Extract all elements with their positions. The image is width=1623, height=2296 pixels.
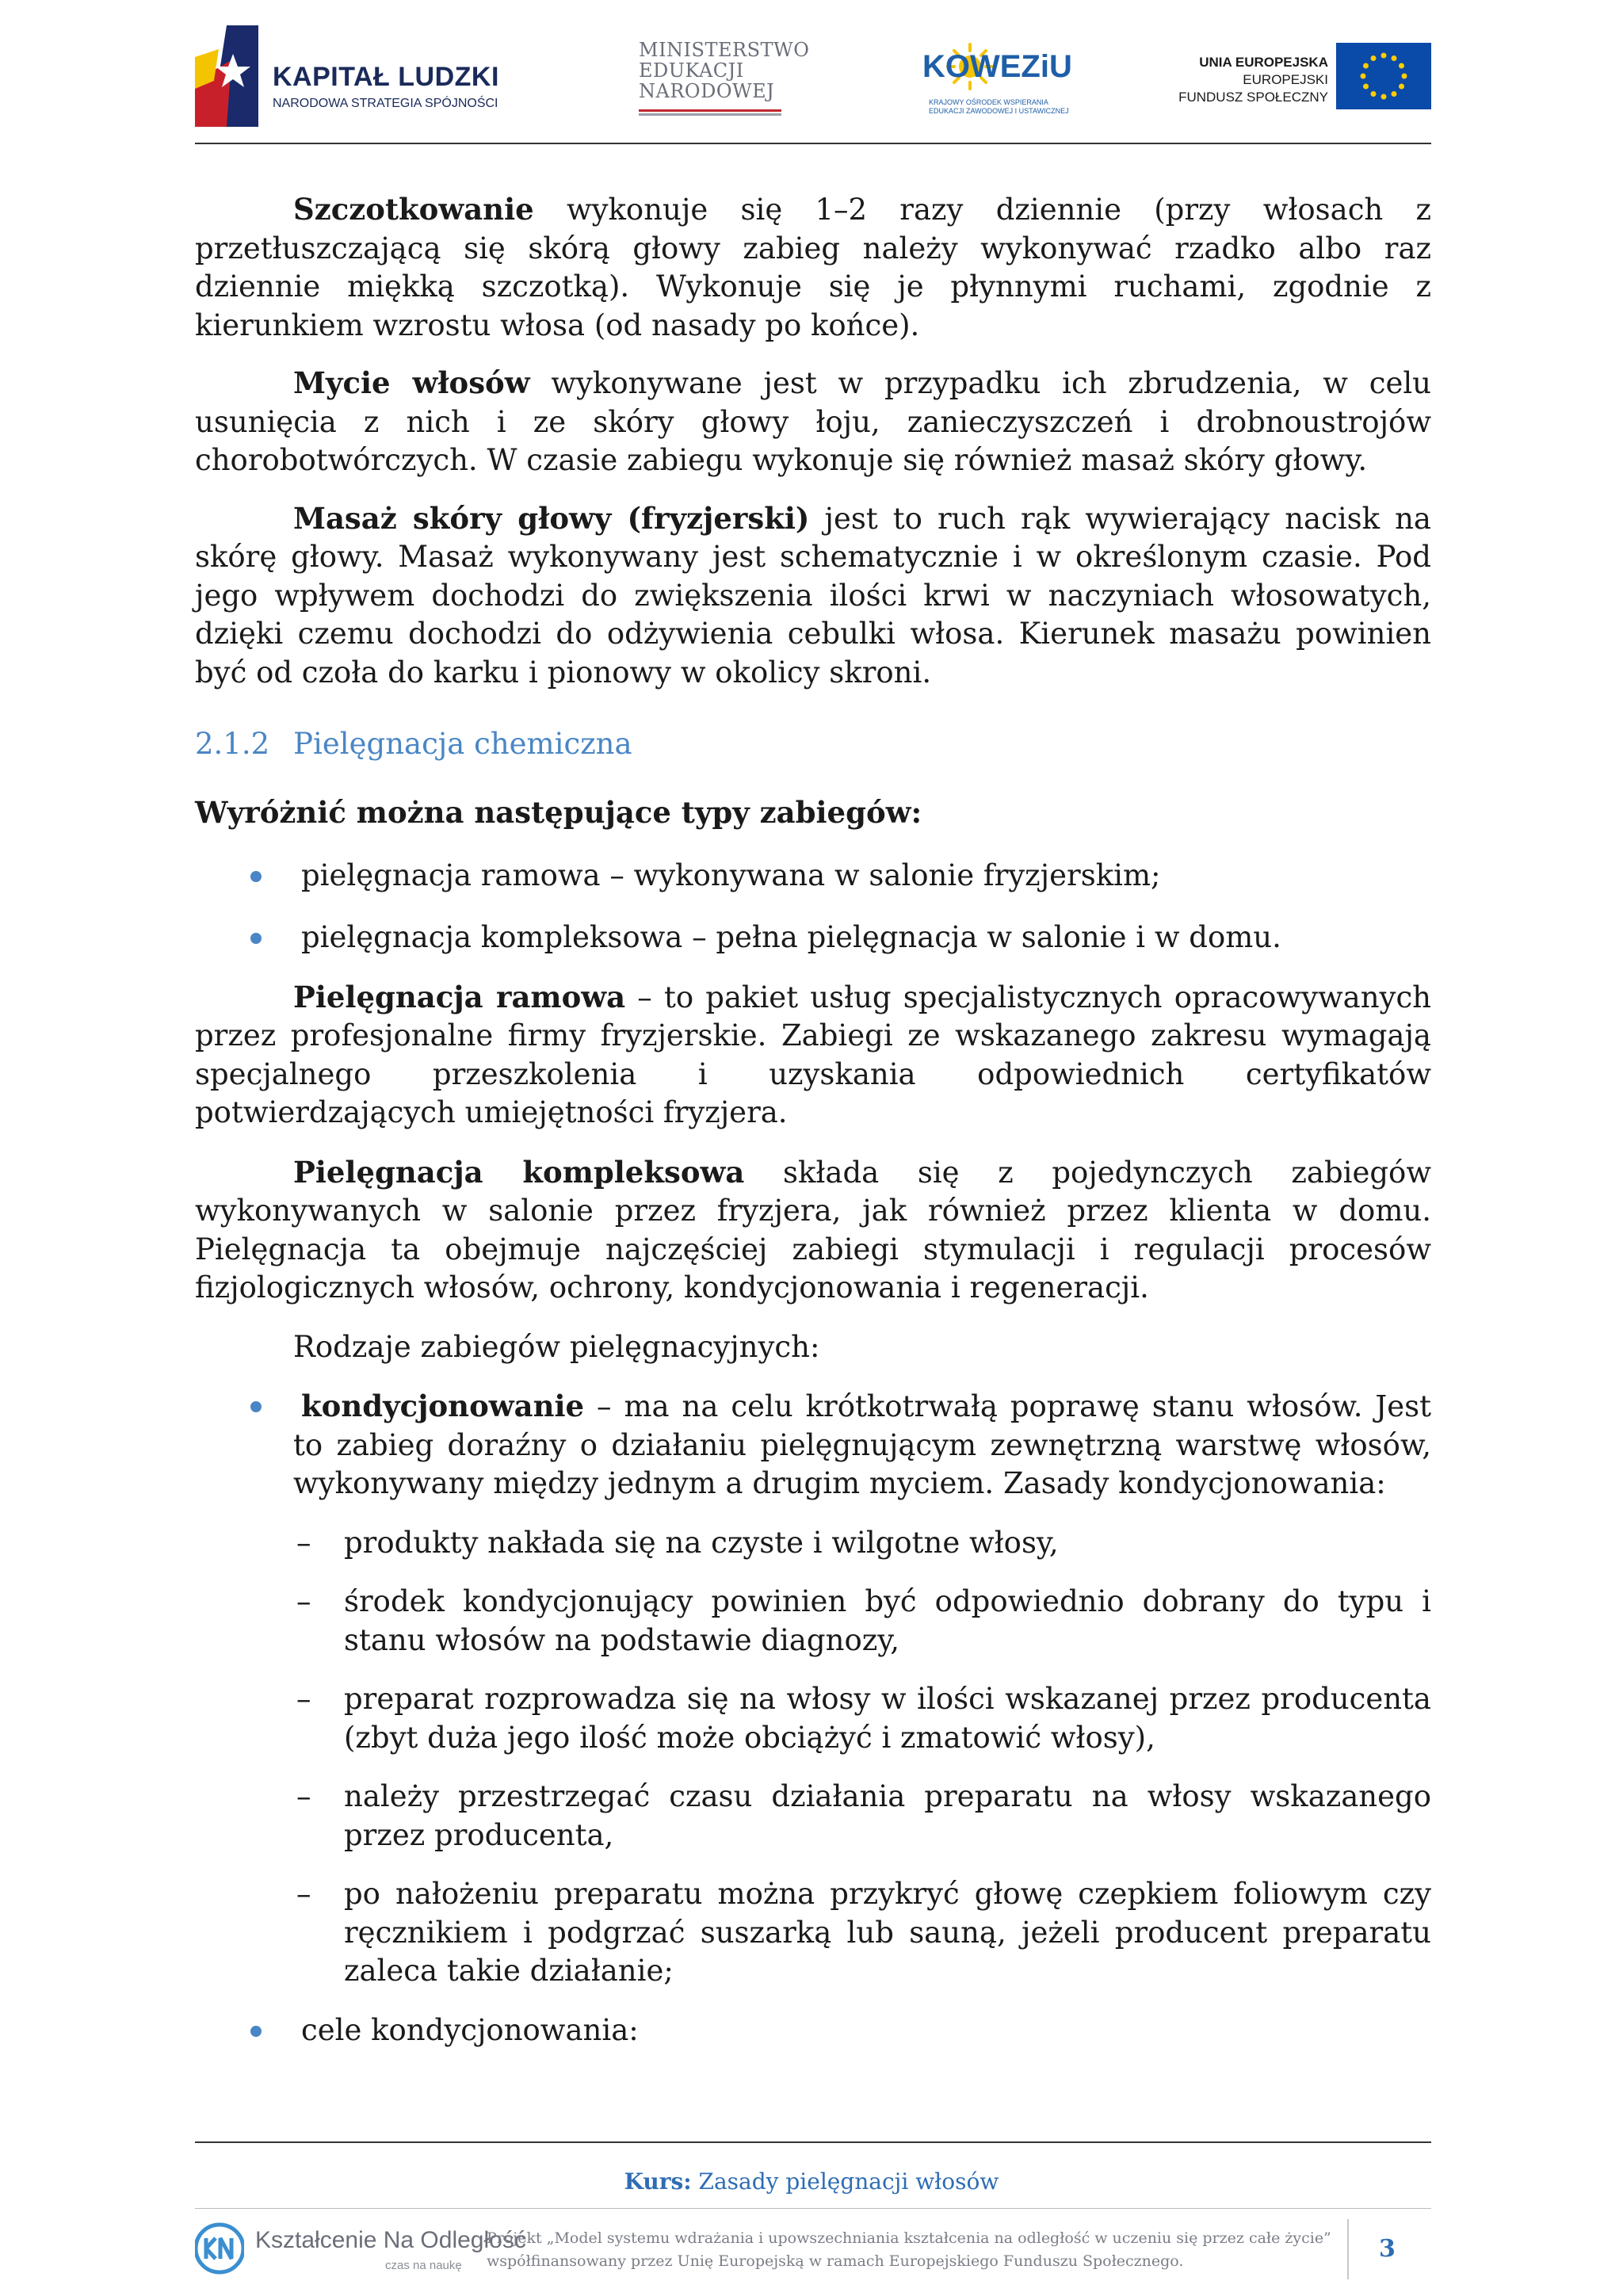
- section-heading: [195, 725, 1431, 763]
- term-brushing: Szczotkowanie: [293, 192, 534, 227]
- page-number: 3: [1379, 2235, 1396, 2263]
- footer-divider: [195, 2141, 1431, 2143]
- list-item: [195, 857, 1431, 896]
- rule-item: [195, 1583, 1431, 1660]
- rule-text: preparat rozprowadza się na włosy w ilości wskazanej przez producenta (zbyt duża jego ilość może obciążyć i zmatowić włosy),: [344, 1682, 1431, 1755]
- ministry-line-1: MINISTERSTWO: [639, 39, 810, 61]
- paragraph-washing-text: wykonywane jest w przypadku ich zbrudzenia, w celu usunięcia z nich i ze skóry głowy łoju, zanieczyszczeń i drobnoustrojów chorobotwórczych. W czasie zabiegu wykonuje się również masaż skóry głowy.: [195, 366, 1432, 477]
- dash-marker: –: [296, 1682, 311, 1716]
- list-item-goals: [195, 2011, 1431, 2050]
- rule-text: należy przestrzegać czasu działania preparatu na włosy wskazanego przez producenta,: [344, 1779, 1431, 1852]
- footer-thin-divider: [195, 2208, 1431, 2209]
- ministry-line-2: EDUKACJI: [639, 59, 744, 82]
- project-line-2: współfinansowany przez Unię Europejską w ramach Europejskiego Funduszu Społecznego.: [487, 2252, 1184, 2270]
- ministry-logo: [639, 40, 813, 127]
- course-title: Zasady pielęgnacji włosów: [691, 2168, 999, 2195]
- rule-item: [195, 1875, 1431, 1991]
- dash-marker: –: [296, 1779, 311, 1813]
- ministry-grey-bar: [639, 113, 781, 116]
- koweziu-title: KOWEZiU: [922, 49, 1072, 84]
- list-item-conditioning: [195, 1387, 1431, 1503]
- section-number: 2.1.2: [195, 727, 270, 761]
- footer-vertical-separator: [1347, 2219, 1349, 2279]
- eu-line-2: EUROPEJSKI: [1243, 72, 1328, 87]
- paragraph-massage: [195, 499, 1431, 693]
- paragraph-brushing-text: wykonuje się 1–2 razy dziennie (przy włosach z przetłuszczającą się skórą głowy zabieg należy wykonywać rzadko albo raz dziennie miękką szczotką). Wykonuje się je płynnymi ruchami, zgodnie z kierunkiem wzrostu włosa (od nasady po końce).: [195, 193, 1431, 342]
- paragraph-frame-care: [195, 978, 1431, 1133]
- eu-star-icon: [1399, 63, 1404, 69]
- term-massage: Masaż skóry głowy (fryzjerski): [293, 500, 810, 536]
- paragraph-frame-care-text: – to pakiet usług specjalistycznych opracowywanych przez profesjonalne firmy fryzjerskie. Zabiegi ze wskazanego zakresu wymagają specjalnego przeszkolenia i uzyskania odpowiednich certyfikatów potwierdzających umiejętności fryzjera.: [195, 980, 1431, 1129]
- paragraph-washing: [195, 364, 1431, 480]
- rule-item: [195, 1524, 1431, 1563]
- kapital-ludzki-logo: [195, 25, 528, 136]
- kno-emblem-icon: [195, 2222, 244, 2275]
- rule-text: produkty nakłada się na czyste i wilgotne włosy,: [344, 1525, 1059, 1560]
- rule-item: [195, 1778, 1431, 1855]
- eu-flag-icon: [1336, 43, 1431, 109]
- eu-star-icon: [1392, 55, 1397, 61]
- eu-star-icon: [1363, 63, 1369, 69]
- eu-line-1: UNIA EUROPEJSKA: [1199, 55, 1328, 70]
- bullet-icon: [250, 933, 262, 944]
- kno-subtitle: czas na naukę: [385, 2259, 462, 2272]
- course-label: Kurs:: [624, 2168, 692, 2195]
- project-line-1: Projekt „Model systemu wdrażania i upowszechniania kształcenia na odległość w uczeniu się przez całe życie”: [487, 2229, 1331, 2247]
- paragraph-brushing: [195, 190, 1431, 345]
- dash-marker: –: [296, 1584, 311, 1618]
- bullet-icon: [250, 2026, 262, 2037]
- koweziu-sub-line-2: EDUKACJI ZAWODOWEJ I USTAWICZNEJ: [929, 107, 1069, 115]
- koweziu-sub-line-1: KRAJOWY OŚRODEK WSPIERANIA: [929, 98, 1048, 106]
- term-complex-care: Pielęgnacja kompleksowa: [293, 1154, 745, 1190]
- kno-title: Kształcenie Na Odległość: [255, 2227, 526, 2253]
- lead-line: [195, 793, 1431, 833]
- term-frame-care: Pielęgnacja ramowa: [293, 979, 626, 1014]
- conditioning-text: – ma na celu krótkotrwałą poprawę stanu włosów. Jest to zabieg doraźny o działaniu pielęgnującym zewnętrzną warstwę włosów, wykonywany między jednym a drugim myciem. Zasady kondycjonowania:: [293, 1389, 1431, 1500]
- kapital-ludzki-title: KAPITAŁ LUDZKI: [273, 62, 499, 92]
- dash-marker: –: [296, 1525, 311, 1560]
- kno-logo: [195, 2222, 526, 2278]
- term-washing: Mycie włosów: [293, 365, 530, 400]
- header-divider: [195, 143, 1431, 144]
- koweziu-logo: [922, 40, 1097, 127]
- lead-text: Wyróżnić można następujące typy zabiegów:: [195, 795, 922, 830]
- goals-text: cele kondycjonowania:: [301, 2012, 639, 2047]
- eu-star-icon: [1371, 55, 1377, 61]
- eu-star-icon: [1402, 74, 1407, 79]
- list-item-text: pielęgnacja kompleksowa – pełna pielęgnacja w salonie i w domu.: [301, 920, 1281, 954]
- section-title: Pielęgnacja chemiczna: [293, 727, 632, 761]
- project-note: [487, 2227, 1350, 2273]
- rule-text: po nałożeniu preparatu można przykryć głowę czepkiem foliowym czy ręcznikiem i podgrzać suszarką lub sauną, jeżeli producent preparatu zaleca takie działanie;: [344, 1877, 1431, 1988]
- kapital-ludzki-subtitle: NARODOWA STRATEGIA SPÓJNOŚCI: [273, 97, 498, 110]
- eu-logo: [1178, 40, 1431, 127]
- page-header: [195, 21, 1431, 139]
- eu-line-3: FUNDUSZ SPOŁECZNY: [1178, 90, 1328, 105]
- kinds-label: Rodzaje zabiegów pielęgnacyjnych:: [293, 1329, 820, 1364]
- paragraph-complex-care: [195, 1153, 1431, 1308]
- term-conditioning: kondycjonowanie: [301, 1389, 585, 1423]
- koweziu-subtitle: [929, 98, 1069, 116]
- eu-star-icon: [1399, 84, 1404, 90]
- paragraph-complex-care-text: składa się z pojedynczych zabiegów wykonywanych w salonie przez fryzjera, jak również przez klienta w domu. Pielęgnacja ta obejmuje najczęściej zabiegi stymulacji i regulacji procesów fizjologicznych włosów, ochrony, kondycjonowania i regeneracji.: [195, 1155, 1431, 1305]
- ministry-line-3: NARODOWEJ: [639, 80, 775, 102]
- eu-star-icon: [1361, 74, 1366, 79]
- eu-star-icon: [1363, 84, 1369, 90]
- eu-text: [1178, 54, 1328, 106]
- eu-star-icon: [1381, 53, 1387, 59]
- rule-item: [195, 1680, 1431, 1757]
- eu-star-icon: [1371, 91, 1377, 97]
- list-item: [195, 919, 1431, 957]
- bullet-icon: [250, 1401, 262, 1412]
- eu-star-icon: [1392, 91, 1397, 97]
- paragraph-massage-text: jest to ruch rąk wywierający nacisk na skórę głowy. Masaż wykonywany jest schematycznie i w określonym czasie. Pod jego wpływem dochodzi do zwiększenia ilości krwi w naczyniach włosowatych, dzięki czemu dochodzi do odżywienia cebulki włosa. Kierunek masażu powinien być od czoła do karku i pionowy w okolicy skroni.: [195, 501, 1431, 690]
- page-content: [195, 190, 1431, 2050]
- list-item-text: pielęgnacja ramowa – wykonywana w salonie fryzjerskim;: [301, 858, 1161, 892]
- ministry-red-bar: [639, 109, 781, 112]
- bullet-icon: [250, 871, 262, 882]
- rule-text: środek kondycjonujący powinien być odpowiednio dobrany do typu i stanu włosów na podstawie diagnozy,: [344, 1584, 1431, 1657]
- dash-marker: –: [296, 1877, 311, 1911]
- eu-star-icon: [1381, 94, 1387, 100]
- kapital-ludzki-emblem-icon: [195, 25, 258, 127]
- course-line: [0, 2168, 1623, 2195]
